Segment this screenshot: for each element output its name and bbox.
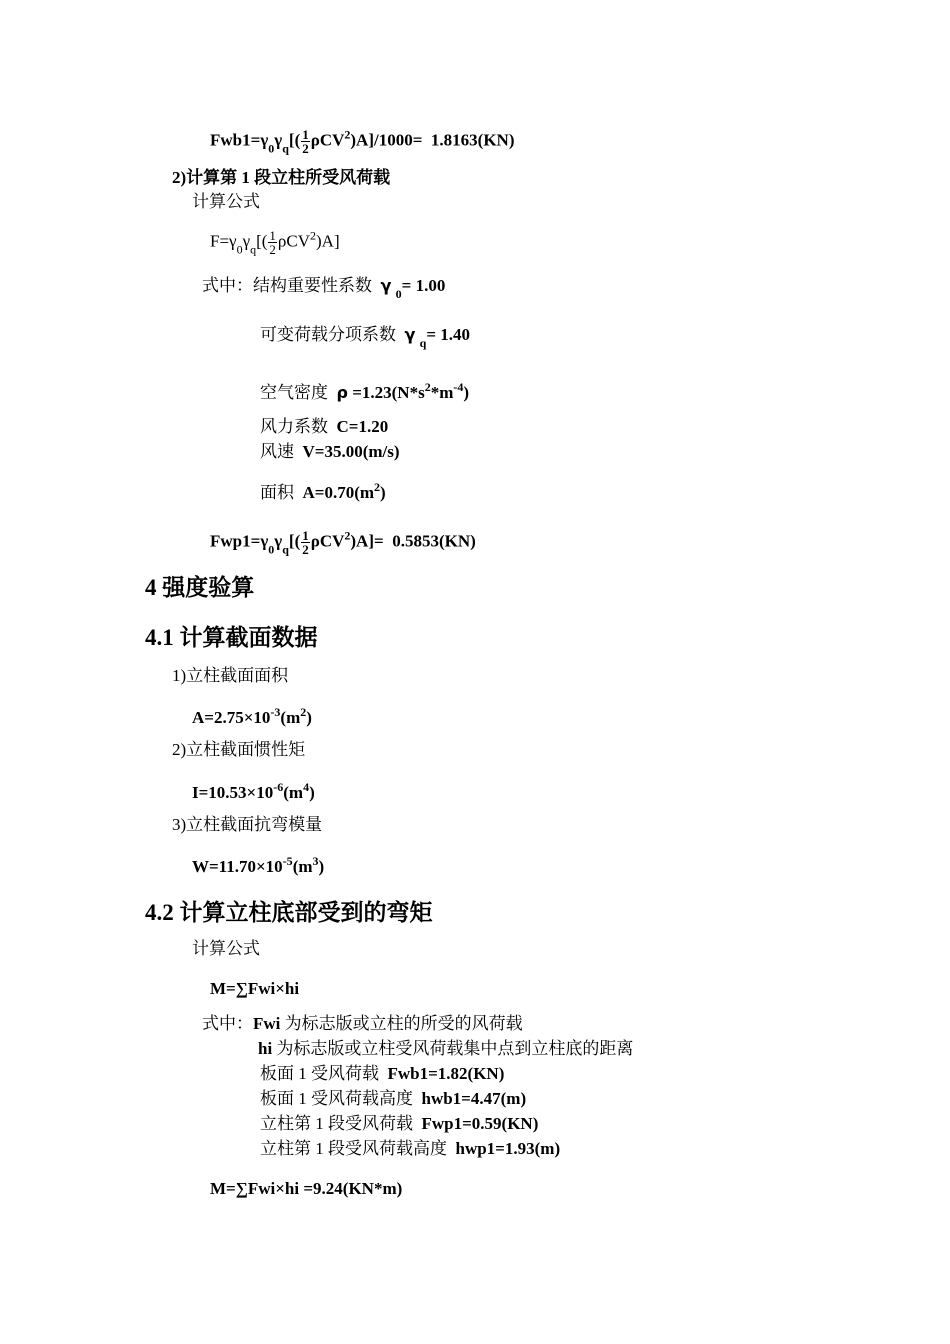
subscript: 0 [268,141,275,156]
subscript: q [282,141,289,156]
param-label: 风力系数 [260,417,328,436]
superscript: -4 [453,380,464,394]
fraction [301,128,310,155]
gamma-symbol: γ [380,276,392,295]
gamma-symbol: γ [274,531,283,551]
fraction-denominator: 2 [302,542,309,557]
moment-result: M=∑Fwi×hi =9.24(KN*m) [210,1179,403,1198]
desc-fwi [202,1014,523,1034]
param-value: *m [430,383,454,402]
formula-result: 0.5853(KN) [392,531,476,551]
line-value: hwp1=1.93(m) [455,1139,561,1158]
line-label: 立柱第 1 段受风荷载高度 [260,1139,447,1158]
param-label: 风速 [260,442,294,461]
board-height-line [260,1089,526,1109]
column-load-line [260,1114,538,1134]
subscript: 0 [236,242,243,257]
value-text: ) [309,783,315,802]
subscript: q [250,242,257,257]
section-4-title: 4 强度验算 [145,575,255,600]
fraction [301,529,310,556]
param-wind-speed [260,442,400,462]
formula-result: 1.8163(KN) [430,130,515,150]
gamma-symbol: γ [229,231,237,251]
superscript: 2 [310,228,317,243]
line-value: hwb1=4.47(m) [421,1089,527,1108]
bracket: [( [288,531,301,551]
item2-label: 2)立柱截面惯性矩 [172,740,306,759]
superscript: 2 [344,127,351,142]
param-value: C=1.20 [336,417,389,436]
board-load-line [260,1064,504,1084]
param-label: 空气密度 [260,383,328,402]
param-value: =1.23(N*s [352,383,425,402]
formula-body: ρCV [310,130,345,150]
symbol-code: Fwi [253,1014,281,1033]
fraction-denominator: 2 [302,141,309,156]
line-label: 板面 1 受风荷载高度 [260,1089,413,1108]
superscript: 2 [374,480,381,494]
gamma-symbol: γ [260,531,269,551]
param-value: ) [463,383,470,402]
param-value: A=0.70(m [302,483,375,502]
gamma-symbol: γ [242,231,251,251]
calc-label: 计算公式 [192,192,260,211]
value-text: (m [292,857,313,876]
param-label: 结构重要性系数 [253,276,372,295]
superscript: -6 [273,780,284,794]
fraction-numerator: 1 [302,127,309,142]
formula-tail: )A]= [350,531,384,551]
value-text: W=11.70×10 [192,857,283,876]
subscript: 0 [268,542,275,557]
superscript: 2 [344,528,351,543]
value-text: ) [318,857,325,876]
param-load-factor [260,325,471,350]
superscript: 2 [300,705,307,719]
line-label: 板面 1 受风荷载 [260,1064,379,1083]
bracket: [( [288,130,301,150]
superscript: 4 [303,780,310,794]
step2-heading: 2)计算第 1 段立柱所受风荷载 [172,168,391,187]
column-height-line [260,1139,560,1159]
gamma-symbol: γ [274,130,283,150]
line-label: 立柱第 1 段受风荷载 [260,1114,413,1133]
moment-formula: M=∑Fwi×hi [210,979,300,998]
subscript: q [282,542,289,557]
item3-label: 3)立柱截面抗弯模量 [172,815,323,834]
fraction [268,229,277,256]
fraction-denominator: 2 [269,242,276,257]
value-text: I=10.53×10 [192,783,274,802]
param-label: 面积 [260,483,294,502]
fwp1-formula [210,529,476,556]
line-value: Fwb1=1.82(KN) [387,1064,505,1083]
param-value: = 1.40 [426,325,471,344]
where-label: 式中： [202,276,253,295]
section-4-2-title: 4.2 计算立柱底部受到的弯矩 [145,900,433,925]
item1-value [192,705,312,728]
param-value: ) [380,483,386,502]
param-area [260,480,386,503]
param-label: 可变荷载分项系数 [260,325,396,344]
gamma-symbol: γ [404,325,416,344]
param-value: V=35.00(m/s) [302,442,400,461]
formula-body: ρCV [310,531,345,551]
item1-label: 1)立柱截面面积 [172,666,289,685]
section-4-1-title: 4.1 计算截面数据 [145,625,318,650]
formula-tail: )A] [316,231,340,251]
bracket: [( [256,231,268,251]
formula-prefix: Fwp1= [210,531,261,551]
param-value: = 1.00 [401,276,446,295]
f-formula [210,229,340,256]
value-text: ) [306,708,312,727]
superscript: 2 [424,380,431,394]
rho-symbol: ρ [336,383,348,402]
value-text: (m [283,783,304,802]
subscript: 0 [395,287,402,301]
param-importance [202,276,446,301]
param-wind-coef [260,417,388,437]
desc-text: 为标志版或立柱的所受的风荷载 [280,1014,523,1033]
item3-value [192,854,325,877]
value-text: (m [280,708,301,727]
fraction-numerator: 1 [269,228,276,243]
item2-value [192,780,315,803]
superscript: 3 [312,854,319,868]
fraction-numerator: 1 [302,528,309,543]
superscript: -5 [282,854,293,868]
desc-hi [258,1039,633,1059]
formula-prefix: Fwb1= [210,130,261,150]
symbol-code: hi [258,1039,273,1058]
formula-tail: )A]/1000= [350,130,423,150]
subscript: q [419,336,427,350]
desc-text: 为标志版或立柱受风荷载集中点到立柱底的距离 [272,1039,634,1058]
gamma-symbol: γ [260,130,269,150]
superscript: -3 [270,705,281,719]
formula-prefix: F= [210,231,230,251]
formula-body: ρCV [277,231,311,251]
calc-label: 计算公式 [192,939,260,958]
param-air-density [260,380,470,403]
value-text: A=2.75×10 [192,708,271,727]
where-label: 式中： [202,1014,253,1033]
fwb1-formula [210,128,514,155]
line-value: Fwp1=0.59(KN) [421,1114,539,1133]
